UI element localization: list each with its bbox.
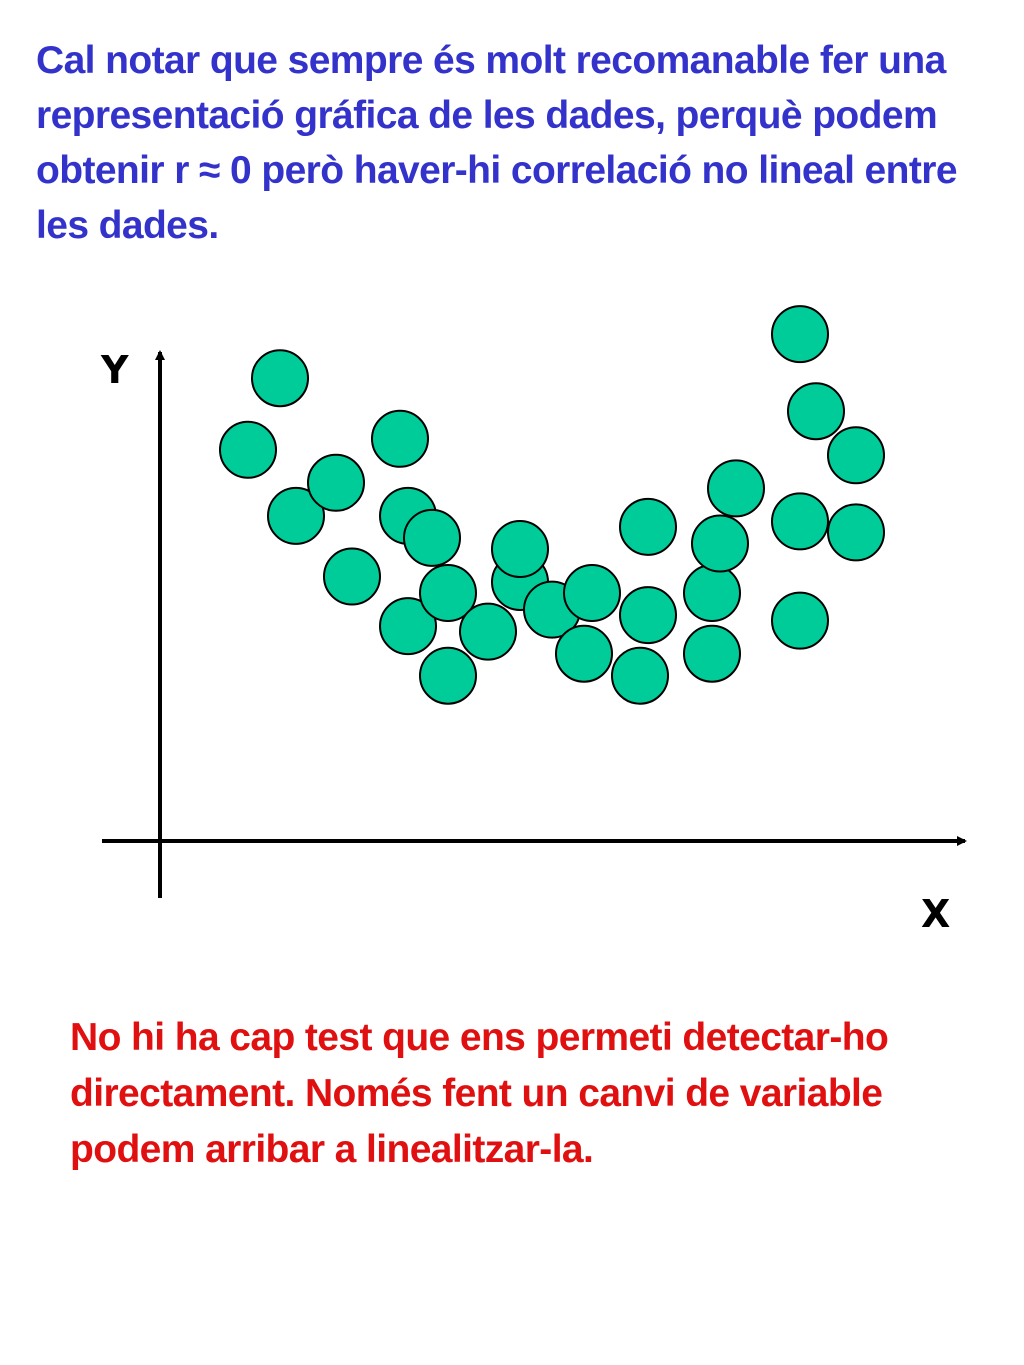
- data-point-11: [420, 648, 476, 704]
- data-point-22: [692, 516, 748, 572]
- data-point-24: [684, 626, 740, 682]
- data-point-4: [308, 455, 364, 511]
- data-point-2: [220, 422, 276, 478]
- data-point-28: [772, 306, 828, 362]
- data-point-25: [772, 493, 828, 549]
- data-points: [220, 306, 884, 704]
- data-point-16: [556, 626, 612, 682]
- data-point-18: [620, 499, 676, 555]
- data-point-20: [612, 648, 668, 704]
- data-point-27: [788, 383, 844, 439]
- x-axis-label: X: [921, 892, 951, 936]
- data-point-5: [324, 549, 380, 605]
- data-point-12: [460, 604, 516, 660]
- data-point-30: [828, 504, 884, 560]
- data-point-1: [252, 350, 308, 406]
- data-point-17: [564, 565, 620, 621]
- data-point-6: [372, 411, 428, 467]
- data-point-8: [404, 510, 460, 566]
- data-point-19: [620, 587, 676, 643]
- data-point-29: [828, 427, 884, 483]
- data-point-14: [492, 521, 548, 577]
- scatter-chart: [0, 290, 1024, 950]
- data-point-23: [708, 460, 764, 516]
- data-point-26: [772, 593, 828, 649]
- intro-text: Cal notar que sempre és molt recomanable fer una representació gráfica de les dades, perquè podem obtenir r ≈ 0 però haver-hi correlació no lineal entre les dades.: [36, 39, 957, 247]
- data-point-21: [684, 565, 740, 621]
- footer-note: No hi ha cap test que ens permeti detectar-ho directament. Només fent un canvi de variable podem arribar a linealitzar-la.: [70, 1016, 889, 1171]
- y-axis-label: Y: [101, 348, 129, 392]
